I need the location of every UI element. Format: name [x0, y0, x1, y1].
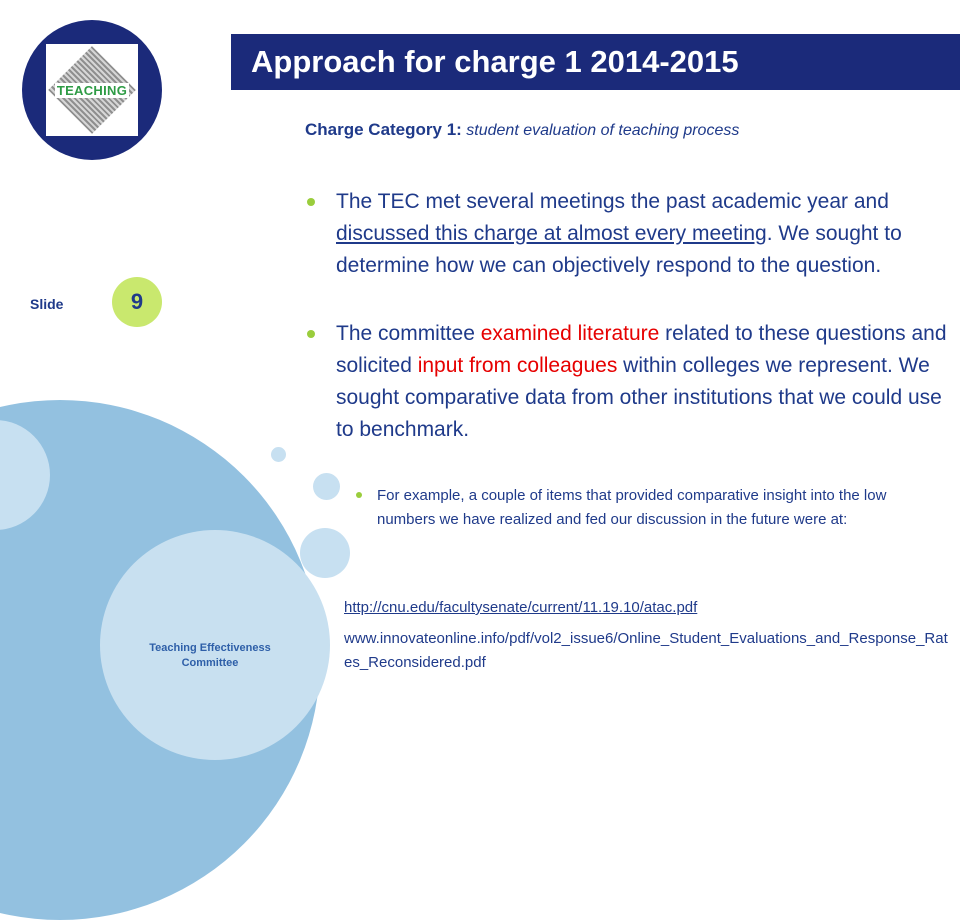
bullet2-text-start: The committee [336, 322, 481, 345]
bullet-meetings [336, 186, 952, 282]
background-circle-small [313, 473, 340, 500]
bullet-dot-icon [307, 198, 315, 206]
logo-word: TEACHING [56, 82, 128, 98]
link-innovateonline-text[interactable]: www.innovateonline.info/pdf/vol2_issue6/Online_Student_Evaluations_and_Response_Rates_Reconsidered.pdf [344, 630, 948, 671]
bullet-dot-icon [307, 330, 315, 338]
sub-bullet-dot-icon [356, 492, 362, 498]
highlight-examined-literature: examined literature [480, 322, 660, 345]
charge-category [305, 118, 915, 143]
background-circle-medium [300, 528, 350, 578]
logo-word-cloud [46, 44, 138, 136]
committee-name: Teaching Effectiveness Committee [149, 642, 271, 669]
bullet1-underlined-text: discussed this charge at almost every meeting [336, 222, 767, 245]
category-label: Charge Category 1: [305, 120, 462, 139]
link-innovateonline-pdf[interactable] [344, 627, 956, 675]
link-atac-pdf[interactable]: http://cnu.edu/facultysenate/current/11.19.10/atac.pdf [344, 599, 698, 616]
bullet1-text-end: . We sought to determine how we can objectively respond to the question. [336, 222, 902, 277]
bullet2-text-end: within colleges we represent. We sought comparative data from other institutions that we could use to benchmark. [336, 354, 942, 441]
bullet-literature [336, 318, 952, 446]
slide-label: Slide [30, 296, 64, 312]
bullet2-text-middle: related to these questions and solicited [336, 322, 947, 377]
teaching-logo [22, 20, 162, 160]
slide-number-badge: 9 [112, 277, 162, 327]
slide-title: Approach for charge 1 2014-2015 [231, 34, 960, 90]
background-circle-tiny [271, 447, 286, 462]
sub-bullet-text: For example, a couple of items that provided comparative insight into the low numbers we have realized and fed our discussion in the future were at: [377, 487, 887, 528]
bullet1-text-start: The TEC met several meetings the past academic year and [336, 190, 889, 213]
highlight-input-from-colleagues: input from colleagues [417, 354, 618, 377]
sub-bullet-example [377, 484, 937, 532]
category-text: student evaluation of teaching process [461, 122, 740, 139]
